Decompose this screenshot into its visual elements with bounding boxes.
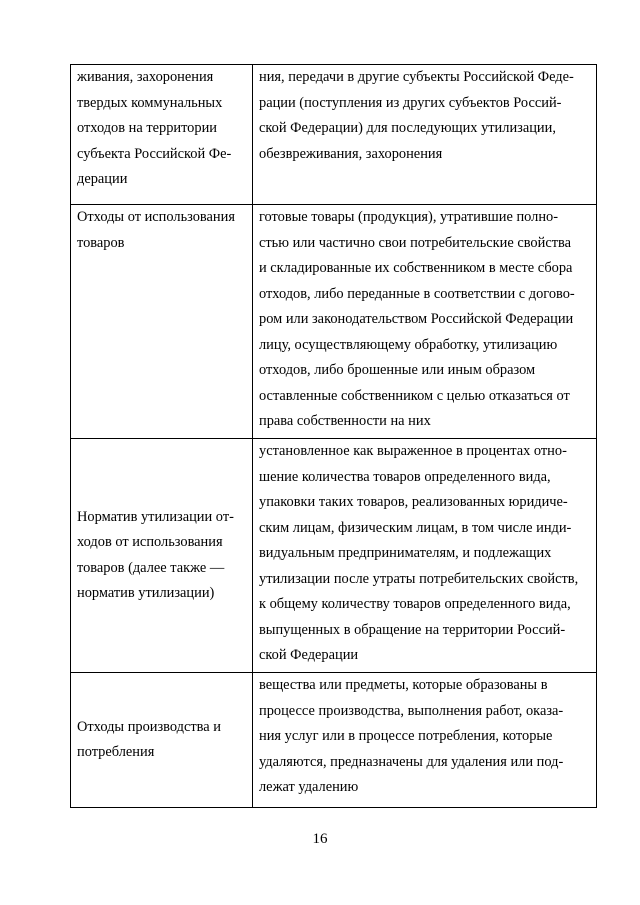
- definition-cell: ния, передачи в другие субъекты Российской Феде- рации (поступления из других субъектов Россий- ской Федерации) для последующих утилизации, обезвреживания, захоронения: [253, 65, 597, 205]
- term-cell: Отходы производства и потребления: [71, 673, 253, 808]
- table-row: [71, 673, 597, 808]
- definition-cell: готовые товары (продукция), утратившие полно- стью или частично свои потребительские свойства и складированные их собственником в месте сбора отходов, либо переданные в соответствии с догово- ром или законодательством Российской Федерации лицу, осуществляющему обработку, утилизацию отходов, либо брошенные или иным образом оставленные собственником с целью отказаться от права собственности на них: [253, 205, 597, 439]
- term-cell: Отходы от использования товаров: [71, 205, 253, 439]
- definition-cell: вещества или предметы, которые образованы в процессе производства, выполнения работ, оказа- ния услуг или в процессе потребления, которые удаляются, предназначены для удаления или под- лежат удалению: [253, 673, 597, 808]
- page-number: 16: [312, 831, 328, 847]
- terms-definitions-table: [70, 64, 597, 808]
- term-cell: живания, захоронения твердых коммунальных отходов на территории субъекта Российской Фе- дерации: [71, 65, 253, 205]
- definition-cell: установленное как выраженное в процентах отно- шение количества товаров определенного вида, упаковки таких товаров, реализованных юридиче- ским лицам, физическим лицам, в том числе инди- видуальным предпринимателям, и подлежащих утилизации после утраты потребительских свойств, к общему количеству товаров определенного вида, выпущенных в обращение на территории Россий- ской Федерации: [253, 439, 597, 673]
- table-row: [71, 205, 597, 439]
- table-row: [71, 65, 597, 205]
- table-row: [71, 439, 597, 673]
- term-cell: Норматив утилизации от- ходов от использования товаров (далее также — норматив утилизации): [71, 439, 253, 673]
